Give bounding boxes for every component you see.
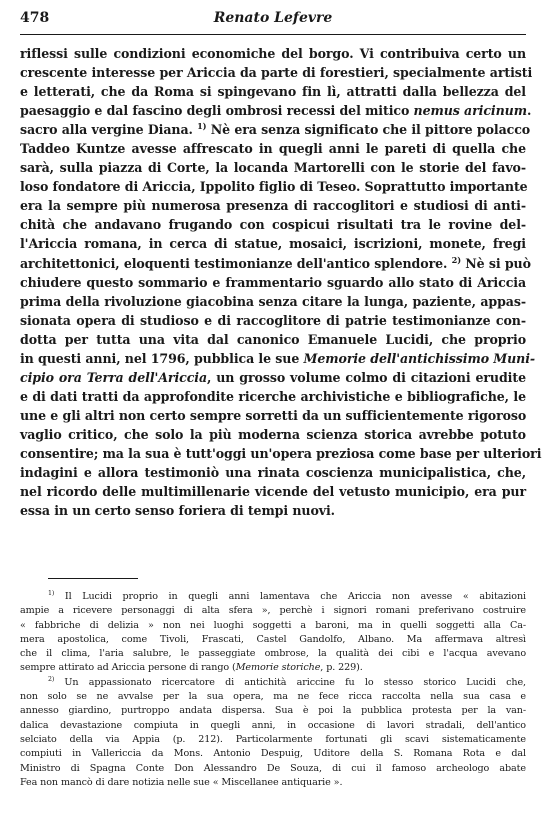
footnote-line: selciato della via Appia (p. 212). Particolarmente fortunati gli scavi sistematicamente xyxy=(20,733,526,745)
body-line: indagini e allora testimoniò una rinata coscienza municipalistica, che, xyxy=(20,465,526,481)
body-line: cipio ora Terra dell'Ariccia, un grosso volume colmo di citazioni erudite xyxy=(20,369,526,385)
body-line: e letterati, che da Roma si spingevano fin lì, attratti dalla bellezza del xyxy=(20,84,526,100)
running-title: Renato Lefevre xyxy=(213,10,333,26)
body-text xyxy=(20,44,542,520)
body-line: riflessi sulle condizioni economiche del borgo. Vi contribuiva certo un xyxy=(20,46,526,61)
body-line: l'Ariccia romana, in cerca di statue, mosaici, iscrizioni, monete, fregi xyxy=(20,236,526,252)
body-line: architettonici, eloquenti testimonianze dell'antico splendore. $^{2)}$ Nè si può xyxy=(20,254,531,271)
footnote-line: $^{1)}$ Il Lucidi proprio in quegli anni lamentava che Ariccia non avesse « abitazioni xyxy=(48,589,526,602)
body-line: sionata opera di studioso e di raccoglitore di patrie testimonianze con- xyxy=(20,312,526,328)
body-line: e di dati tratti da approfondite ricerche archivistiche e bibliografiche, le xyxy=(20,388,526,404)
body-line: essa in un certo senso foriera di tempi nuovi. xyxy=(20,503,335,519)
footnote-separator xyxy=(48,578,138,579)
header-rule xyxy=(20,34,526,35)
page-number: 478 xyxy=(20,10,50,26)
footnote-line: « fabbriche di delizia » non nei luoghi soggetti a baroni, ma in quelli soggetti alla Ca- xyxy=(20,619,526,631)
body-line: paesaggio e dal fascino degli ombrosi recessi del mitico nemus aricinum. xyxy=(20,103,532,119)
body-line: crescente interesse per Ariccia da parte di forestieri, specialmente artisti xyxy=(20,65,533,81)
body-line: vaglio critico, che solo la più moderna scienza storica avrebbe potuto xyxy=(20,426,526,442)
body-line: prima della rivoluzione giacobina senza citare la lunga, paziente, appas- xyxy=(20,293,526,309)
footnote-line: mera apostolica, come Tivoli, Frascati, Castel Gandolfo, Albano. Ma affermava altresì xyxy=(20,633,526,645)
footnote-line: $^{2)}$ Un appassionato ricercatore di antichità ariccine fu lo stesso storico Lucidi che, xyxy=(48,675,526,688)
footnotes xyxy=(20,590,526,790)
body-line: loso fondatore di Ariccia, Ippolito figlio di Teseo. Soprattutto importante xyxy=(20,179,528,195)
body-line: chità che andavano frugando con cospicui risultati tra le rovine del- xyxy=(20,217,526,233)
footnote-line: Ministro di Spagna Conte Don Alessandro De Souza, di cui il famoso archeologo abate xyxy=(20,762,526,774)
body-line: sacro alla vergine Diana. $^{1)}$ Nè era senza significato che il pittore polacco xyxy=(20,121,531,138)
body-line: chiudere questo sommario e frammentario sguardo allo stato di Ariccia xyxy=(20,274,526,290)
body-line: une e gli altri non certo sempre sorretti da un sufficientemente rigoroso xyxy=(20,407,527,423)
body-line: era la sempre più numerosa presenza di raccoglitori e studiosi di anti- xyxy=(20,198,526,214)
footnote-line: che il clima, l'aria salubre, le passeggiate ombrose, la qualità dei cibi e l'acqua avevano xyxy=(20,648,526,660)
footnote-line: dalica devastazione compiuta in quegli anni, in occasione di lavori stradali, dell'antico xyxy=(20,719,526,731)
footnote-line: sempre attirato ad Ariccia persone di rango (Memorie storiche, p. 229). xyxy=(20,662,363,674)
page-header xyxy=(20,10,526,32)
body-line: in questi anni, nel 1796, pubblica le sue Memorie dell'antichissimo Muni- xyxy=(20,350,536,366)
body-line: consentire; ma la sua è tutt'oggi un'opera preziosa come base per ulteriori xyxy=(20,445,542,461)
footnote-line: ampie a ricevere personaggi di alta sfera », perchè i signori romani preferivano costruire xyxy=(20,605,526,617)
footnote-line: Fea non mancò di dare notizia nelle sue « Miscellanee antiquarie ». xyxy=(20,776,343,788)
footnote-line: non solo se ne avvalse per la sua opera, ma ne fece ricca raccolta nella sua casa e xyxy=(20,691,526,703)
body-line: sarà, sulla piazza di Corte, la locanda Martorelli con le storie del favo- xyxy=(20,160,526,176)
body-line: nel ricordo delle multimillenarie vicende del vetusto municipio, era pur xyxy=(20,484,526,500)
body-line: Taddeo Kuntze avesse affrescato in quegli anni le pareti di quella che xyxy=(20,141,526,157)
footnote-line: compiuti in Vallericcia da Mons. Antonio Despuig, Uditore della S. Romana Rota e dal xyxy=(20,748,526,760)
footnote-line: annesso giardino, purtroppo andata dispersa. Sua è poi la pubblica protesta per la van- xyxy=(20,705,526,717)
body-line: dotta per tutta una vita dal canonico Emanuele Lucidi, che proprio xyxy=(20,331,526,347)
